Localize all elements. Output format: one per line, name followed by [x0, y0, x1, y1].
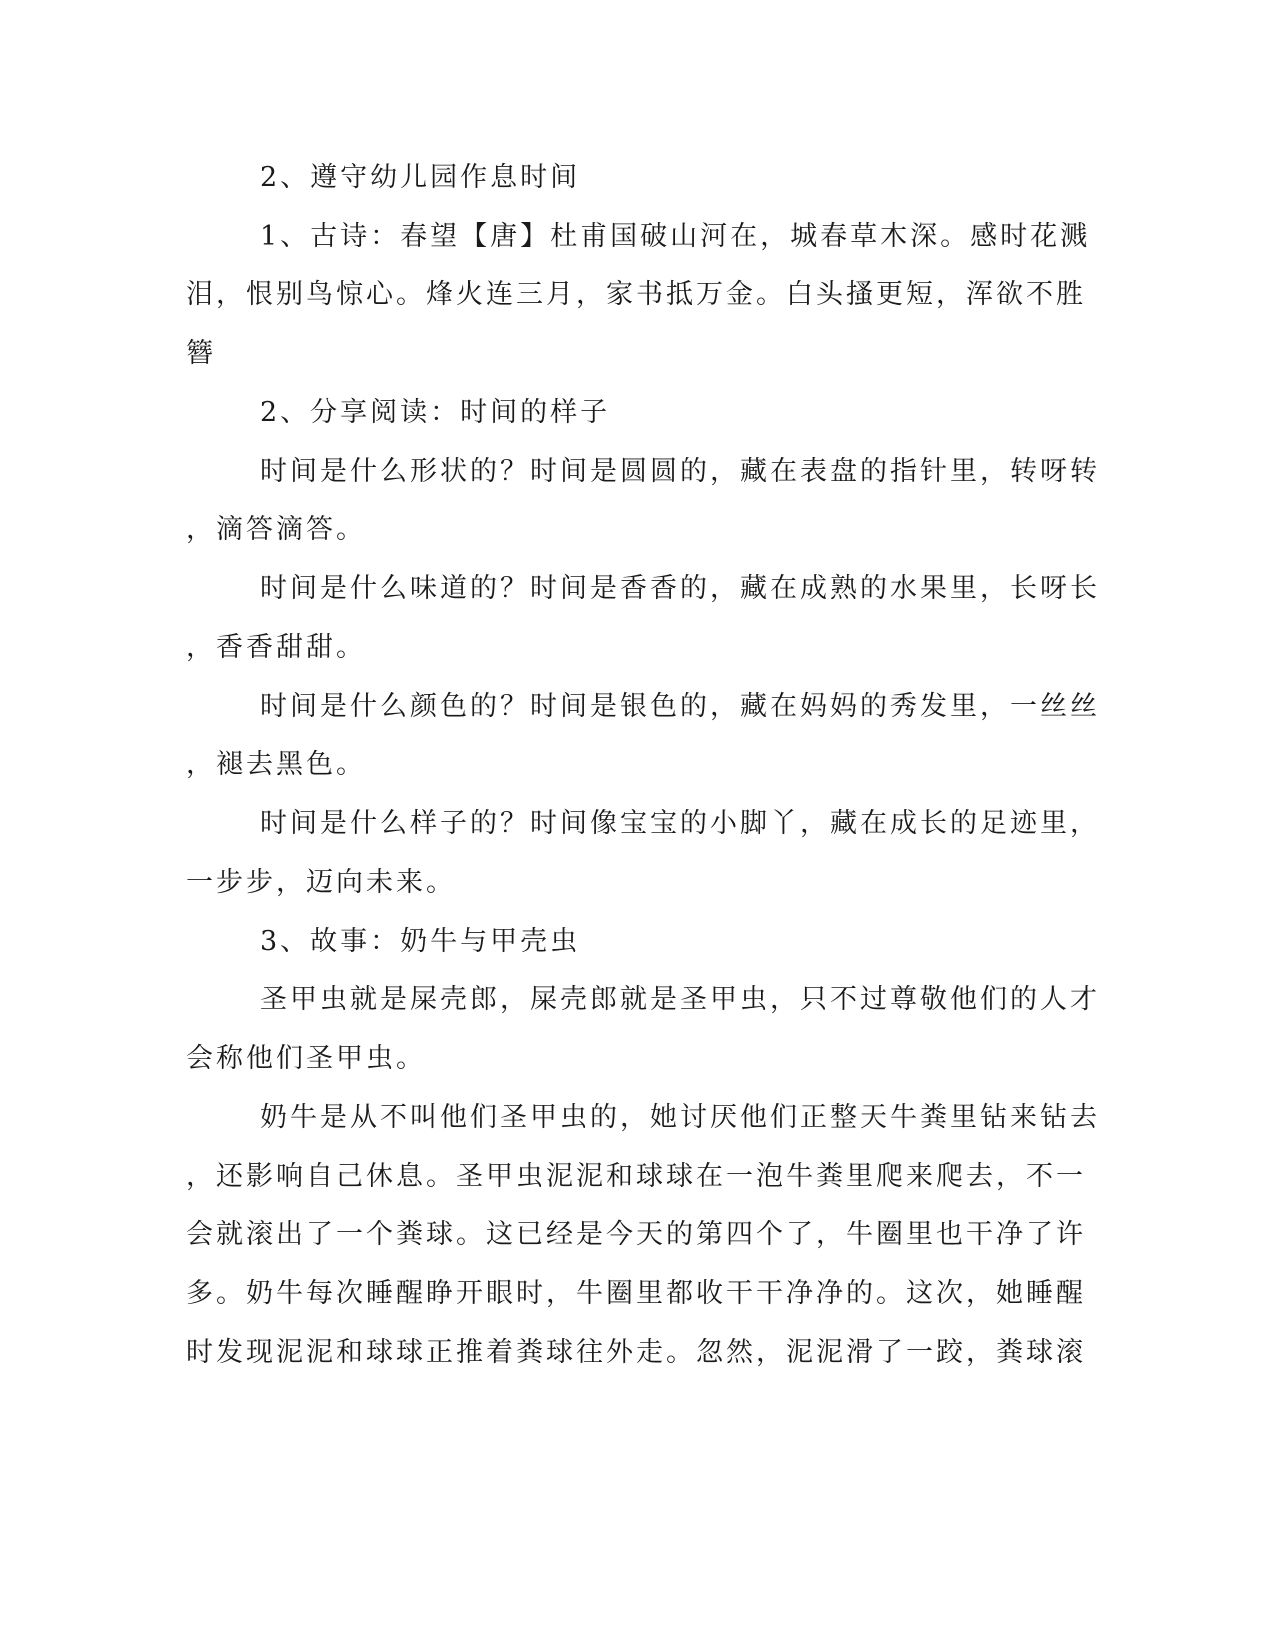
- paragraph-line: ，滴答滴答。: [186, 514, 366, 545]
- heading-story: 3、故事：奶牛与甲壳虫: [260, 926, 581, 957]
- paragraph-line: 泪，恨别鸟惊心。烽火连三月，家书抵万金。白头搔更短，浑欲不胜: [186, 279, 1086, 310]
- paragraph-line: ，褪去黑色。: [186, 749, 366, 780]
- paragraph-line: 簪: [186, 338, 216, 369]
- paragraph-line: 圣甲虫就是屎壳郎，屎壳郎就是圣甲虫，只不过尊敬他们的人才: [260, 984, 1100, 1015]
- paragraph-line: 奶牛是从不叫他们圣甲虫的，她讨厌他们正整天牛粪里钻来钻去: [260, 1102, 1100, 1133]
- paragraph-line: 多。奶牛每次睡醒睁开眼时，牛圈里都收干干净净的。这次，她睡醒: [186, 1278, 1086, 1309]
- paragraph-line: 1、古诗：春望【唐】杜甫国破山河在，城春草木深。感时花溅: [260, 221, 1091, 252]
- paragraph-line: 时发现泥泥和球球正推着粪球往外走。忽然，泥泥滑了一跤，粪球滚: [186, 1337, 1086, 1368]
- heading-schedule: 2、遵守幼儿园作息时间: [260, 162, 581, 193]
- heading-shared-reading: 2、分享阅读：时间的样子: [260, 397, 611, 428]
- paragraph-line: 一步步，迈向未来。: [186, 867, 456, 898]
- paragraph-line: ，还影响自己休息。圣甲虫泥泥和球球在一泡牛粪里爬来爬去，不一: [186, 1161, 1086, 1192]
- paragraph-line: ，香香甜甜。: [186, 632, 366, 663]
- paragraph-line: 会称他们圣甲虫。: [186, 1043, 426, 1074]
- paragraph-line: 时间是什么形状的？时间是圆圆的，藏在表盘的指针里，转呀转: [260, 456, 1100, 487]
- paragraph-line: 时间是什么味道的？时间是香香的，藏在成熟的水果里，长呀长: [260, 573, 1100, 604]
- paragraph-line: 会就滚出了一个粪球。这已经是今天的第四个了，牛圈里也干净了许: [186, 1219, 1086, 1250]
- paragraph-line: 时间是什么颜色的？时间是银色的，藏在妈妈的秀发里，一丝丝: [260, 691, 1100, 722]
- paragraph-line: 时间是什么样子的？时间像宝宝的小脚丫，藏在成长的足迹里，: [260, 808, 1100, 839]
